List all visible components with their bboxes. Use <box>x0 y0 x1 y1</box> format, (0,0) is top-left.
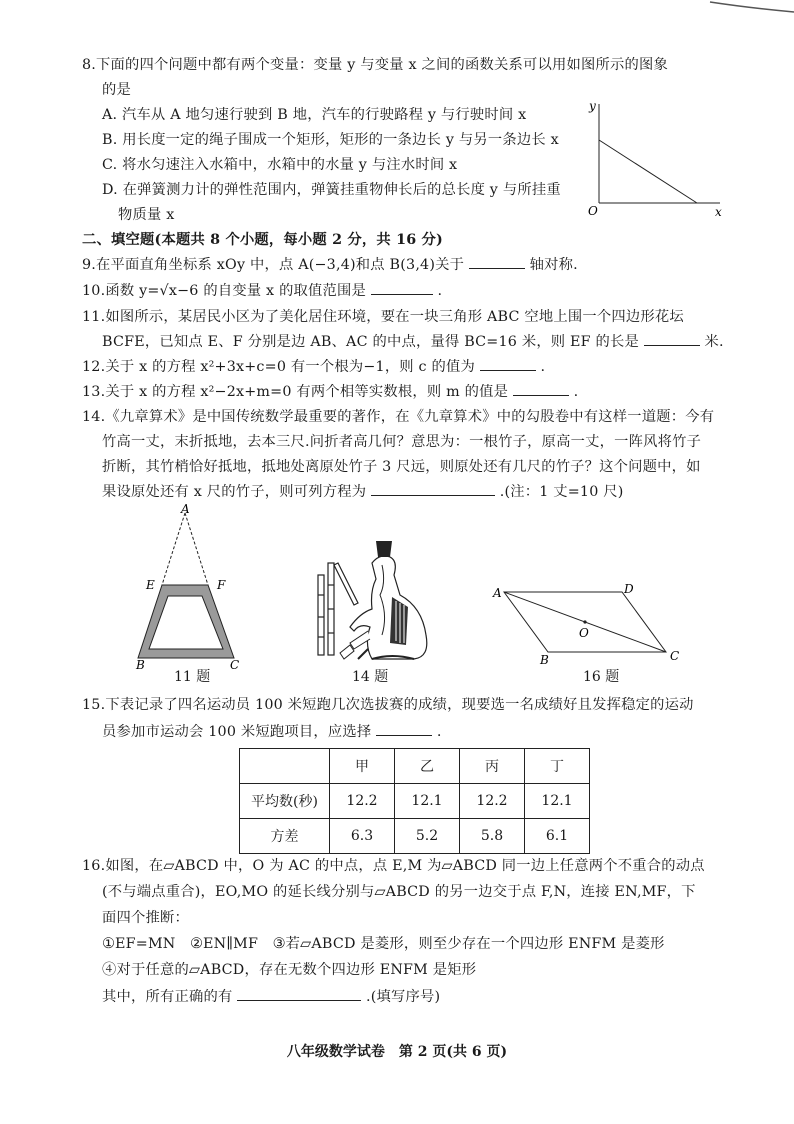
q11-line1: 11.如图所示，某居民小区为了美化居住环境，要在一块三角形 ABC 空地上围一个四边形花坛 <box>82 309 684 325</box>
q14-line2: 竹高一丈，末折抵地，去本三尺.问折者高几何？意思为：一根竹子，原高一丈，一阵风将竹子 <box>102 434 702 450</box>
q15-score-table <box>239 748 590 854</box>
q9 <box>82 254 578 274</box>
table-cell: 6.1 <box>525 819 590 854</box>
q16-answer-blank[interactable] <box>237 986 361 1001</box>
q12-text-end: . <box>540 359 546 375</box>
fig16-label-b: B <box>540 653 549 667</box>
fig11-label-e: E <box>146 578 155 592</box>
q11-line2 <box>102 331 724 351</box>
scan-edge-mark <box>0 0 794 20</box>
q14-answer-blank[interactable] <box>371 481 495 496</box>
fig14-caption: 14 题 <box>352 669 389 685</box>
q10 <box>82 280 442 300</box>
q15-text: 员参加市运动会 100 米短跑项目，应选择 <box>102 724 372 740</box>
table-cell: 5.8 <box>460 819 525 854</box>
q8-option-c: C. 将水匀速注入水箱中，水箱中的水量 y 与注水时间 x <box>102 157 458 173</box>
q13-text-end: . <box>573 384 579 400</box>
table-cell: 方差 <box>240 819 330 854</box>
q8-function-graph <box>585 100 725 220</box>
table-cell: 12.2 <box>330 784 395 819</box>
q10-text-end: . <box>437 283 443 299</box>
q14-text-end: .(注：1 丈=10 尺) <box>499 484 624 500</box>
fig11-caption: 11 题 <box>174 669 211 685</box>
q16-text: 其中，所有正确的有 <box>102 989 233 1005</box>
q16-line6 <box>102 986 440 1006</box>
q8-option-d-line1: D. 在弹簧测力计的弹性范围内，弹簧挂重物伸长后的总长度 y 与所挂重 <box>102 182 561 198</box>
q9-answer-blank[interactable] <box>469 254 525 269</box>
q14-text: 果设原处还有 x 尺的竹子，则可列方程为 <box>102 484 367 500</box>
q16-line4: ①EF=MN ②EN∥MF ③若▱ABCD 是菱形，则至少存在一个四边形 ENFM 是菱形 <box>102 936 665 952</box>
q9-text-end: 轴对称. <box>529 257 578 273</box>
q15-answer-blank[interactable] <box>376 721 432 736</box>
q14-line3: 折断，其竹梢恰好抵地，抵地处离原处竹子 3 尺远，则原处还有几尺的竹子？这个问题中，如 <box>102 459 701 475</box>
table-header-cell: 甲 <box>330 749 395 784</box>
q16-line2: (不与端点重合)，EO,MO 的延长线分别与▱ABCD 的另一边交于点 F,N，连接 EN,MF，下 <box>102 884 696 900</box>
q11-answer-blank[interactable] <box>644 331 700 346</box>
table-cell: 平均数(秒) <box>240 784 330 819</box>
q13-answer-blank[interactable] <box>513 381 569 396</box>
graph-origin-label: O <box>588 204 598 218</box>
q16-line1: 16.如图，在▱ABCD 中，O 为 AC 的中点，点 E,M 为▱ABCD 同一边上任意两个不重合的动点 <box>82 858 705 874</box>
q15-line2 <box>102 721 442 741</box>
q12 <box>82 356 545 376</box>
q16-text-end: .(填写序号) <box>365 989 441 1005</box>
table-cell: 5.2 <box>395 819 460 854</box>
table-row <box>240 819 590 854</box>
fig16-label-o: O <box>579 626 589 640</box>
table-header-cell: 丙 <box>460 749 525 784</box>
table-cell: 12.1 <box>395 784 460 819</box>
q14-line4 <box>102 481 624 501</box>
graph-x-label: x <box>715 205 722 219</box>
q8-stem-line1: 8.下面的四个问题中都有两个变量：变量 y 与变量 x 之间的函数关系可以用如图所示的图象 <box>82 57 668 73</box>
q8-stem-line2: 的是 <box>102 82 131 98</box>
section-header: 二、填空题(本题共 8 个小题，每小题 2 分，共 16 分) <box>82 232 444 248</box>
table-header-cell <box>240 749 330 784</box>
table-cell: 6.3 <box>330 819 395 854</box>
fig11-label-c: C <box>230 658 240 672</box>
q14-line1: 14.《九章算术》是中国传统数学最重要的著作，在《九章算术》中的勾股卷中有这样一道题：今有 <box>82 409 715 425</box>
q16-line5: ④对于任意的▱ABCD，存在无数个四边形 ENFM 是矩形 <box>102 962 477 978</box>
table-cell: 12.1 <box>525 784 590 819</box>
q8-option-d-line2: 物质量 x <box>118 207 175 223</box>
q11-text: BCFE，已知点 E、F 分别是边 AB、AC 的中点，量得 BC=16 米，则 EF 的长是 <box>102 334 640 350</box>
q10-text: 10.函数 y=√x−6 的自变量 x 的取值范围是 <box>82 283 367 299</box>
table-header-cell: 丁 <box>525 749 590 784</box>
table-header-row <box>240 749 590 784</box>
q13-text: 13.关于 x 的方程 x²−2x+m=0 有两个相等实数根，则 m 的值是 <box>82 384 509 400</box>
q8-option-a: A. 汽车从 A 地匀速行驶到 B 地，汽车的行驶路程 y 与行驶时间 x <box>102 107 527 123</box>
fig16-label-d: D <box>624 582 634 596</box>
graph-y-label: y <box>589 99 596 113</box>
figure-16-parallelogram <box>490 582 690 667</box>
fig16-label-a: A <box>493 586 502 600</box>
fig11-label-b: B <box>136 658 145 672</box>
q11-text-end: 米. <box>704 334 724 350</box>
q12-answer-blank[interactable] <box>480 356 536 371</box>
fig11-label-a: A <box>181 502 190 516</box>
fig16-caption: 16 题 <box>583 669 620 685</box>
q15-text-end: . <box>436 724 442 740</box>
table-row <box>240 784 590 819</box>
fig16-label-c: C <box>670 649 680 663</box>
q15-line1: 15.下表记录了四名运动员 100 米短跑几次选拔赛的成绩，现要选一名成绩好且发挥稳定的运动 <box>82 697 694 713</box>
q8-option-b: B. 用长度一定的绳子围成一个矩形，矩形的一条边长 y 与另一条边长 x <box>102 132 559 148</box>
figure-14-scholar-bamboo-illustration <box>310 535 440 665</box>
q9-text: 9.在平面直角坐标系 xOy 中，点 A(−3,4)和点 B(3,4)关于 <box>82 257 465 273</box>
fig11-label-f: F <box>217 578 226 592</box>
q13 <box>82 381 578 401</box>
q10-answer-blank[interactable] <box>371 280 433 295</box>
table-header-cell: 乙 <box>395 749 460 784</box>
q12-text: 12.关于 x 的方程 x²+3x+c=0 有一个根为−1，则 c 的值为 <box>82 359 475 375</box>
figure-11-triangle <box>130 503 260 673</box>
page-footer: 八年级数学试卷 第 2 页(共 6 页) <box>286 1044 508 1060</box>
table-cell: 12.2 <box>460 784 525 819</box>
q16-line3: 面四个推断： <box>102 910 189 926</box>
